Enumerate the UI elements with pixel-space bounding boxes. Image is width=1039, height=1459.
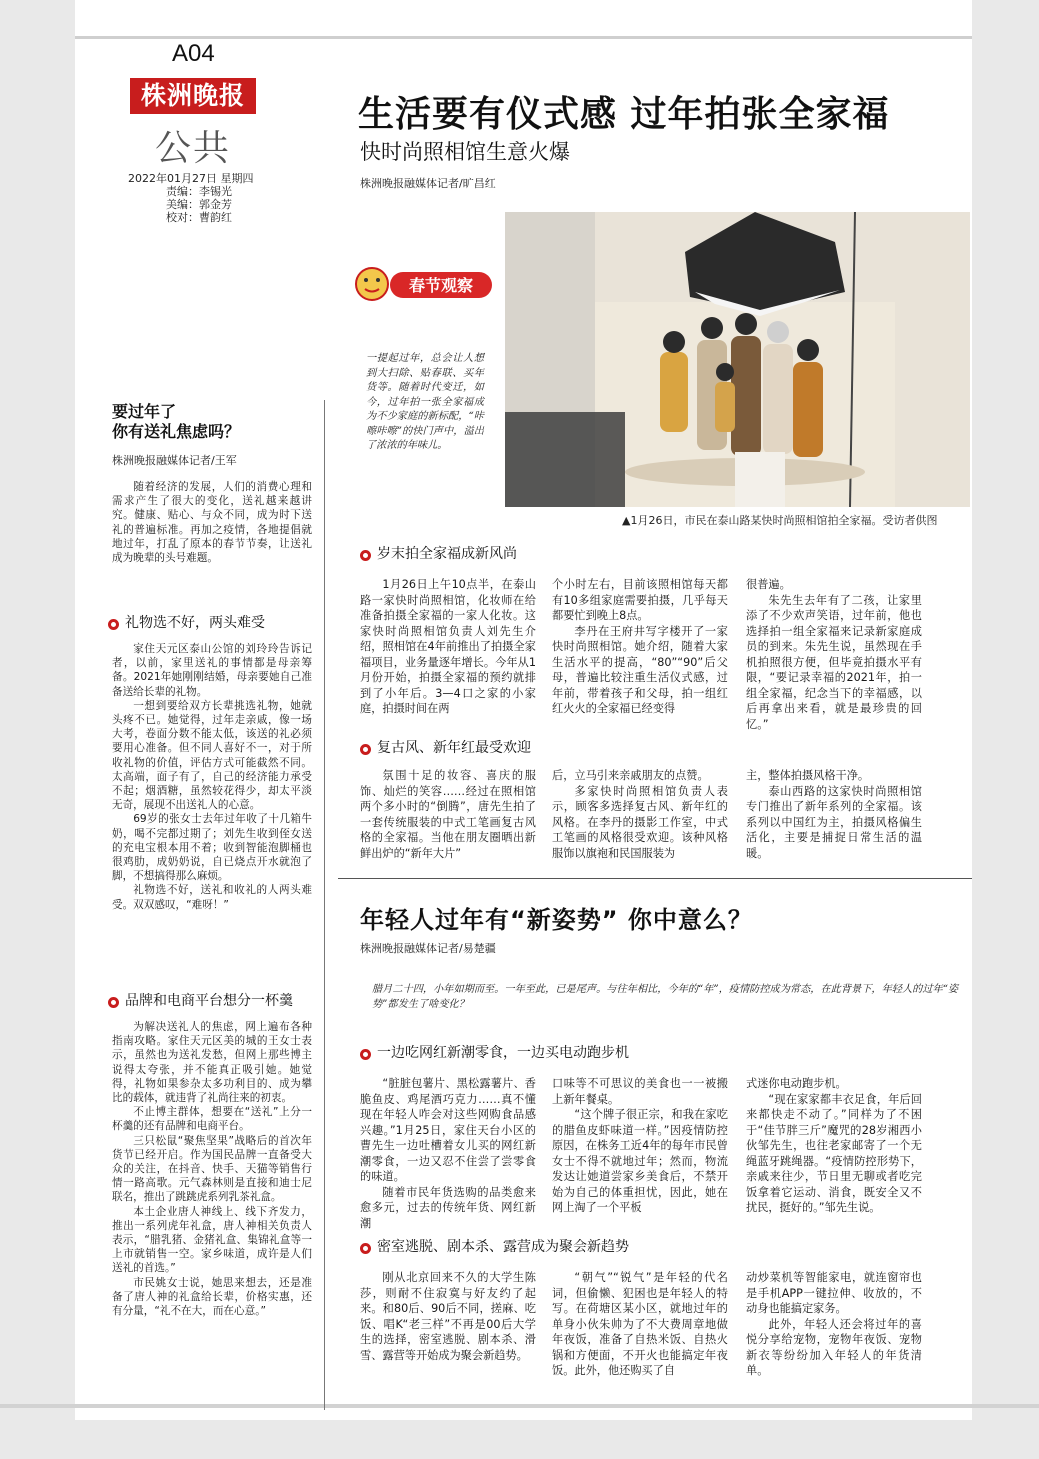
family-photo xyxy=(505,212,970,507)
left-s1-body: 家住天元区泰山公馆的刘玲玲告诉记者，以前，家里送礼的事情都是母亲筹备。2021年她刚刚结婚，母亲要她自己准备送给长辈的礼物。 一想到要给双方长辈挑选礼物，她就头疼不已。她觉得，过年走亲戚，像一场大考，卷面分数不能太低，该送的礼必须要用心准备。但不同人喜好不一，对于所收礼物的价值，评估方式可能截然不同。太高端，面子有了，自己的经济能力承受不起；烟酒糖，虽然较花得少，却太平淡无奇，展现不出送礼人的心意。 69岁的张女士去年过年收了十几箱牛奶，喝不完都过期了；刘先生收到侄女送的充电宝根本用不着；收到智能泡脚桶也很鸡肋，成奶奶说，自已烧点开水就泡了脚，不想搞得那么麻烦。 礼物选不好，送礼和收礼的人两头难受。双双感叹，“难呀！” xyxy=(112,643,312,911)
left-section2-title: 品牌和电商平台想分一杯羹 xyxy=(108,990,293,1010)
story-divider xyxy=(338,878,972,879)
masthead-logo: 株洲晚报 xyxy=(130,78,256,114)
main-s1-col2: 个小时左右，目前该照相馆每天都有10多组家庭需要拍摄，几乎每天都要忙到晚上8点。 李丹在王府井写字楼开了一家快时尚照相馆。她介绍，随着大家生活水平的提高，“80”“90”后父母，普遍比较注重生活仪式感，过年前，带着孩子和父母，拍一组红红火火的全家福已经变得 xyxy=(552,578,728,715)
issue-meta xyxy=(128,172,254,224)
column-divider xyxy=(324,400,325,1410)
second-lead: 腊月二十四，小年如期而至。一年至此，已是尾声。与往年相比，今年的“年”，疫情防控成为常态，在此背景下，年轻人的过年“姿势”都发生了啥变化？ xyxy=(372,984,959,1010)
second-byline: 株洲晚报融媒体记者/易楚疆 xyxy=(360,942,496,955)
photo-caption: ▲1月26日，市民在泰山路某快时尚照相馆拍全家福。受访者供图 xyxy=(622,514,938,527)
bullet-icon xyxy=(360,550,371,561)
main-byline: 株洲晚报融媒体记者/旷昌红 xyxy=(360,177,496,190)
second-headline: 年轻人过年有“新姿势” 你中意么？ xyxy=(360,906,753,934)
bullet-icon xyxy=(108,619,119,630)
bullet-icon xyxy=(360,1049,371,1060)
bullet-icon xyxy=(360,1243,371,1254)
bullet-icon xyxy=(360,744,371,755)
section-title: 公共 xyxy=(155,128,232,169)
second-s1-col1: “脏脏包薯片、黑松露薯片、香脆鱼皮、鸡尾酒巧克力……真不懂现在年轻人咋会对这些网购食品感兴趣。”1月25日，家住天台小区的曹先生一边吐槽着女儿买的网红新潮零食，一边又忍不住尝了尝零食的味道。 随着市民年货选购的品类愈来愈多元，过去的传统年货、网红新潮 xyxy=(360,1077,536,1230)
top-rule xyxy=(75,36,972,39)
bullet-icon xyxy=(108,997,119,1008)
second-section2-title: 密室逃脱、剧本杀、露营成为聚会新趋势 xyxy=(360,1236,629,1256)
spring-festival-badge xyxy=(352,262,502,308)
editor: 责编：李锡光 xyxy=(166,185,232,198)
second-s1-col2: 口味等不可思议的美食也一一被搬上新年餐桌。 “这个牌子很正宗，和我在家吃的腊鱼皮虾味道一样。”因疫情防控原因，在株务工近4年的每年市民曾女士不得不就地过年；然而，物流发达让她道尝家乡美食后，不禁开始为自己的体重担忧，因此，她在网上淘了一个平板 xyxy=(552,1077,728,1214)
left-headline: 要过年了 你有送礼焦虑吗？ xyxy=(112,402,241,441)
main-lead: 一提起过年，总会让人想到大扫除、贴春联、买年货等。随着时代变迁，如今，过年拍一张全家福成为不少家庭的新标配，“咔嚓咔嚓”的快门声中，溢出了浓浓的年味儿。 xyxy=(366,353,484,451)
left-s2-body: 为解决送礼人的焦虑，网上遍布各种指南攻略。家住天元区美的城的王女士表示，虽然也为送礼发愁，但网上那些博主说得太夸张，并不能真正吸引她。她觉得，礼物如果参杂太多功利目的、成为攀比的载体，就违背了礼尚往来的初衷。 不止博主群体，想要在“送礼”上分一杯羹的还有品牌和电商平台。 三只松鼠“聚焦坚果”战略后的首次年货节已经开启。作为国民品牌一直备受大众的关注，在抖音、快手、天猫等销售行情一路高歌。元气森林则是直接和迪士尼联名，推出了跳跳虎系列乳茶礼盒。 本土企业唐人神线上、线下齐发力，推出一系列虎年礼盒，唐人神相关负责人表示，“腊乳猪、金猪礼盒、集锦礼盒等一上市就销售一空。家乡味道，成许是人们送礼的首选。” 市民姚女士说，她思来想去，还是准备了唐人神的礼盒给长辈，价格实惠，还有分量，“礼不在大，而在心意。” xyxy=(112,1021,312,1318)
left-byline: 株洲晚报融媒体记者/王军 xyxy=(112,454,237,467)
second-s2-col3: 动炒菜机等智能家电，就连窗帘也是手机APP一键拉伸、收放的，不动身也能搞定家务。 此外，年轻人还会将过年的喜悦分享给宠物，宠物年夜饭、宠物新衣等纷纷加入年轻人的年货清单。 xyxy=(746,1271,922,1377)
main-section1-title: 岁末拍全家福成新风尚 xyxy=(360,543,517,563)
left-section1-title: 礼物选不好，两头难受 xyxy=(108,612,265,632)
main-s2-col2: 后，立马引来亲戚朋友的点赞。 多家快时尚照相馆负责人表示，顾客多选择复古风、新年红的风格。在李丹的摄影工作室，中式工笔画的风格很受欢迎。该种风格服饰以旗袍和民国服装为 xyxy=(552,769,728,860)
second-section1-title: 一边吃网红新潮零食，一边买电动跑步机 xyxy=(360,1042,629,1062)
main-section2-title: 复古风、新年红最受欢迎 xyxy=(360,737,531,757)
main-s1-col3: 很普遍。 朱先生去年有了二孩，让家里添了不少欢声笑语，过年前，他也选择拍一组全家福来记录新家庭成员的到来。朱先生说，虽然现在手机拍照很方便，但毕竟拍摄水平有限，“要记录幸福的2021年，拍一组全家福，纪念当下的幸福感，以后再拿出来看，就是最珍贵的回忆。” xyxy=(746,578,922,731)
designer: 美编：郭金芳 xyxy=(166,198,232,211)
second-s1-col3: 式迷你电动跑步机。 “现在家家都丰衣足食，年后回来都快走不动了。”同样为了不困于“佳节胖三斤”魔咒的28岁湘西小伙邹先生，也往老家邮寄了一个无绳蓝牙跳绳器。“疫情防控形势下，亲戚来往少，节日里无聊或者吃完饭拿着它运动、消食，既安全又不扰民，挺好的。”邹先生说。 xyxy=(746,1077,922,1214)
bottom-rule xyxy=(0,1404,1039,1408)
main-subheadline: 快时尚照相馆生意火爆 xyxy=(360,140,570,164)
left-intro: 随着经济的发展，人们的消费心理和需求产生了很大的变化，送礼越来越讲究。健康、贴心、与众不同，成为时下送礼的普遍标准。再加之疫情，各地提倡就地过年，打乱了原本的春节节奏，让送礼成为晚辈的头号难题。 xyxy=(112,481,312,565)
main-headline: 生活要有仪式感 过年拍张全家福 xyxy=(358,94,890,135)
page-number: A04 xyxy=(172,40,215,67)
main-s2-col1: 氛围十足的妆容、喜庆的服饰、灿烂的笑容……经过在照相馆两个多小时的“倒腾”，唐先生拍了一套传统服装的中式工笔画复古风格的全家福。当他在朋友圈晒出新鲜出炉的“新年大片” xyxy=(360,769,536,860)
proofreader: 校对：曹韵红 xyxy=(166,211,232,224)
issue-date: 2022年01月27日 星期四 xyxy=(128,172,254,185)
main-s2-col3: 主，整体拍摄风格干净。 泰山西路的这家快时尚照相馆专门推出了新年系列的全家福。该系列以中国红为主，拍摄风格偏生活化，主要是捕捉日常生活的温暖。 xyxy=(746,769,922,860)
badge-label: 春节观察 xyxy=(408,276,474,295)
main-s1-col1: 1月26日上午10点半，在泰山路一家快时尚照相馆，化妆师在给准备拍摄全家福的一家人化妆。这家快时尚照相馆负责人刘先生介绍，照相馆在4年前推出了拍摄全家福项目，业务量逐年增长。今年从1月份开始，拍摄全家福的预约就排到了小年后。3—4口之家的小家庭，拍摄时间在两 xyxy=(360,578,536,715)
second-s2-col2: “朝气”“锐气”是年轻的代名词，但偷懒、犯困也是年轻人的特写。在荷塘区某小区，就地过年的单身小伙朱帅为了不大费周章地做年夜饭，准备了自热米饭、自热火锅和方便面，不开火也能搞定年夜饭。此外，他还购买了自 xyxy=(552,1271,728,1377)
second-s2-col1: 刚从北京回来不久的大学生陈莎，则耐不住寂寞与好友约了起来。和80后、90后不同，搓麻、吃饭、唱K“老三样”不再是00后大学生的选择，密室逃脱、剧本杀、滑雪、露营等开始成为聚会新趋势。 xyxy=(360,1271,536,1362)
